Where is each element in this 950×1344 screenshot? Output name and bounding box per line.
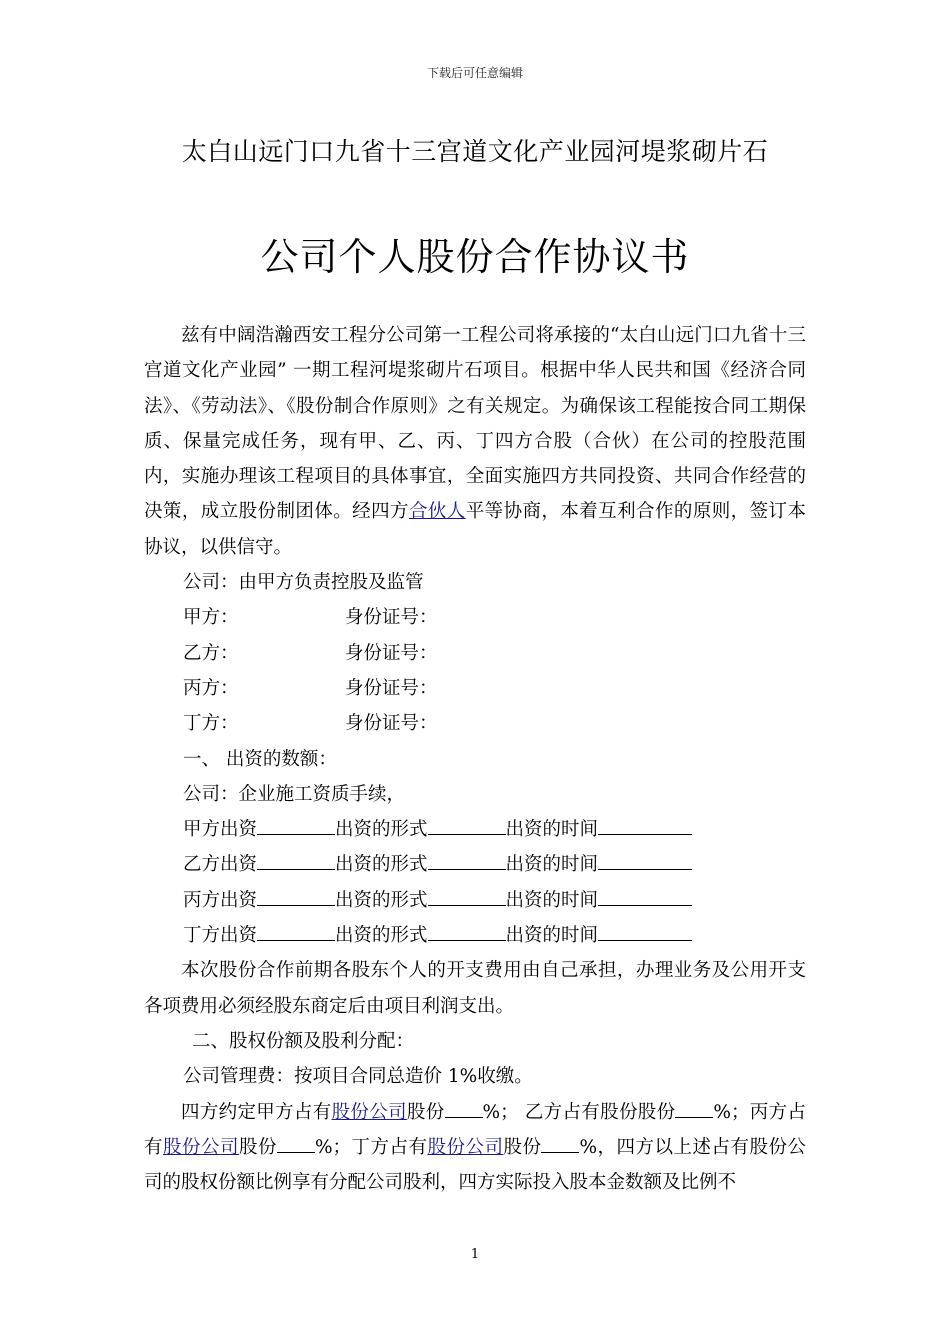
page-header: 下载后可任意编辑 [426,66,523,80]
form-blank[interactable] [428,922,506,941]
company-line: 公司：由甲方负责控股及监管 [183,572,424,594]
party-label: 丙方： [183,677,239,699]
investment-row [144,847,806,882]
intro-text-2: 平等协商，本着互利合作的原则，签订本协议，以供信守。 [144,501,806,558]
party-label: 甲方： [183,607,239,629]
shares-text: 四方约定甲方占有 [181,1101,332,1123]
investor-label: 乙方出资 [183,854,258,876]
document-title-line-2: 公司个人股份合作协议书 [260,235,690,279]
percent-blank[interactable] [445,1099,483,1118]
share-company-link[interactable]: 股份公司 [427,1136,504,1158]
section-2-title: 二、股权份额及股利分配： [192,1030,415,1052]
shares-text: 乙方占有股份股份 [518,1101,676,1123]
investment-row [144,883,806,918]
company-capital-line: 公司：企业施工资质手续， [183,783,406,805]
form-label: 出资的形式 [335,854,428,876]
percent-blank[interactable] [675,1099,713,1118]
share-company-link[interactable]: 股份公司 [163,1136,239,1158]
form-blank[interactable] [428,851,506,870]
form-label: 出资的形式 [335,819,428,841]
time-blank[interactable] [598,816,692,835]
expense-paragraph: 本次股份合作前期各股东个人的开支费用由自己承担，办理业务及公用开支各项费用必须经股东商定后由项目利润支出。 [144,960,806,1017]
amount-blank[interactable] [257,887,335,906]
investment-row [144,918,806,953]
shares-text: 股份 [503,1136,542,1158]
shares-text: %；丁方占有 [314,1136,428,1158]
party-row-yi [144,636,806,671]
amount-blank[interactable] [257,816,335,835]
id-label: 身份证号： [345,642,438,664]
shares-text: %；丙方占有 [144,1101,806,1158]
time-label: 出资的时间 [505,854,599,876]
section-1-title: 一、 出资的数额： [183,748,337,770]
document-title-line-1: 太白山远门口九省十三宫道文化产业园河堤浆砌片石 [181,137,769,166]
time-blank[interactable] [598,851,692,870]
page-number: 1 [470,1247,480,1262]
party-label: 丁方： [183,713,239,735]
investment-row [144,812,806,847]
id-label: 身份证号： [345,713,438,735]
amount-blank[interactable] [257,922,335,941]
shares-text: %； [482,1101,519,1123]
time-label: 出资的时间 [505,819,599,841]
time-label: 出资的时间 [505,889,599,911]
time-label: 出资的时间 [505,925,599,947]
investor-label: 甲方出资 [183,819,258,841]
intro-text-1: 兹有中阔浩瀚西安工程分公司第一工程公司将承接的“太白山远门口九省十三宫道文化产业园” 一期工程河堤浆砌片石项目。根据中华人民共和国《经济合同法》、《劳动法》、《股份制合作原则》之有关规定。为确保该工程能按合同工期保质、保量完成任务，现有甲、乙、丙、丁四方合股（合伙）在公司的控股范围内，实施办理该工程项目的具体事宜，全面实施四方共同投资、共同合作经营的决策，成立股份制团体。经四方 [144,325,806,523]
form-label: 出资的形式 [335,889,428,911]
management-fee-line: 公司管理费：按项目合同总造价 1%收缴。 [183,1066,533,1088]
shares-text: 股份 [406,1101,445,1123]
percent-blank[interactable] [541,1134,579,1153]
form-label: 出资的形式 [335,925,428,947]
document-body [144,318,806,1200]
partner-link[interactable]: 合伙人 [408,501,466,523]
time-blank[interactable] [598,922,692,941]
intro-paragraph [144,318,806,565]
amount-blank[interactable] [257,851,335,870]
form-blank[interactable] [428,887,506,906]
id-label: 身份证号： [345,677,438,699]
party-label: 乙方： [183,642,239,664]
party-row-jia [144,600,806,635]
form-blank[interactable] [428,816,506,835]
investor-label: 丁方出资 [183,925,258,947]
party-row-ding [144,706,806,741]
share-company-link[interactable]: 股份公司 [331,1101,407,1123]
shares-paragraph [144,1095,806,1201]
id-label: 身份证号： [345,607,438,629]
time-blank[interactable] [598,887,692,906]
party-row-bing [144,671,806,706]
investor-label: 丙方出资 [183,889,258,911]
shares-text: 股份 [238,1136,277,1158]
percent-blank[interactable] [277,1134,315,1153]
shares-text: %，四方以上述占有股份公司的股权份额比例享有分配公司股利，四方实际投入股本金数额及比例不 [144,1136,806,1194]
